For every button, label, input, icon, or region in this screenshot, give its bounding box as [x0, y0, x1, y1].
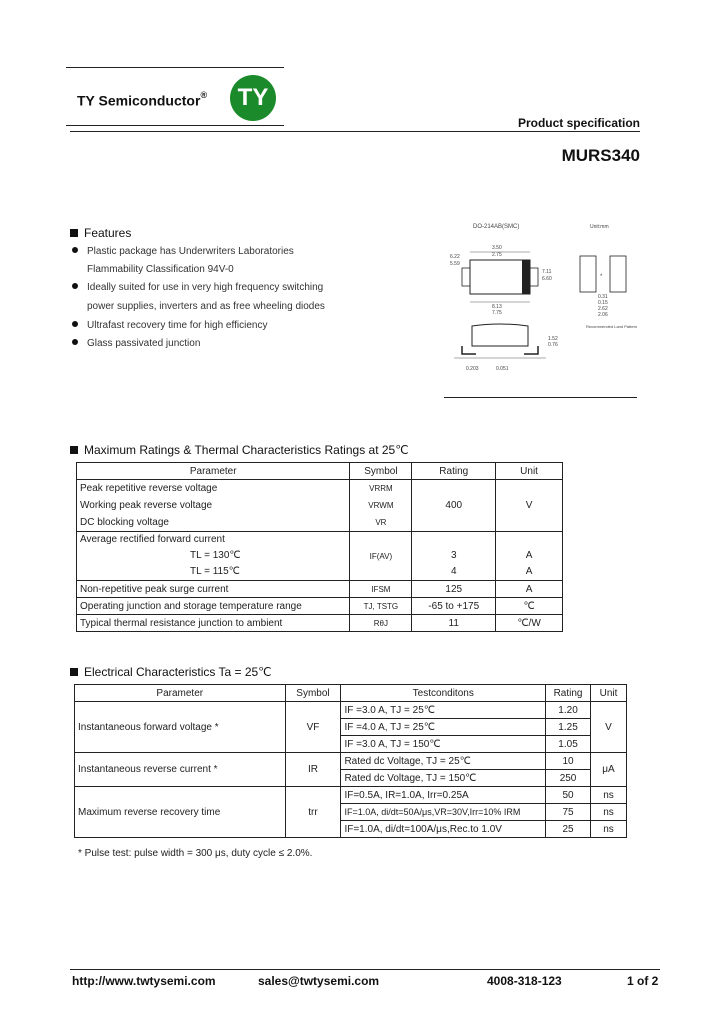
condition-cell: IF =3.0 A, TJ = 150℃	[341, 736, 546, 753]
dim-label: 2.06	[598, 312, 608, 318]
symbol-cell: TJ, TSTG	[350, 598, 412, 615]
rating-cell: 1.25	[546, 719, 591, 736]
dim-label: 0.051	[496, 366, 509, 372]
rating-cell: 50	[546, 787, 591, 804]
rating-cell: 125	[412, 581, 496, 598]
package-outline-drawing	[440, 218, 640, 383]
symbol-cell: VF	[285, 702, 341, 753]
company-name: TY Semiconductor®	[77, 90, 208, 109]
page-number: 1 of 2	[627, 974, 659, 988]
dim-label: 5.59	[450, 261, 460, 267]
symbol-cell: IF(AV)	[350, 532, 412, 581]
param-cell: Non-repetitive peak surge current	[77, 581, 350, 598]
unit-cell: ns	[591, 787, 627, 804]
unit-cell: ns	[591, 821, 627, 838]
symbol-cell: VRRM VRWM VR	[350, 480, 412, 532]
symbol-cell: trr	[285, 787, 341, 838]
header-cell: Symbol	[285, 685, 341, 702]
unit-cell: ns	[591, 804, 627, 821]
condition-cell: IF=0.5A, IR=1.0A, Irr=0.25A	[341, 787, 546, 804]
param-cell: Maximum reverse recovery time	[75, 787, 286, 838]
units-label: Unit:mm	[590, 224, 609, 230]
table-row	[77, 615, 563, 632]
dim-label: 7.75	[492, 310, 502, 316]
phone-number: 4008-318-123	[487, 974, 562, 988]
symbol-cell: IFSM	[350, 581, 412, 598]
table-header-row	[75, 685, 627, 702]
dim-label: 8.13	[492, 304, 502, 310]
feature-item: Plastic package has Underwriters Laboratories	[72, 246, 294, 257]
table-row	[77, 581, 563, 598]
part-number: MURS340	[561, 146, 640, 165]
dim-label: 7.11	[542, 269, 552, 275]
land-pattern-note: Recommended Land Pattern	[586, 324, 638, 329]
param-cell: Average rectified forward current TL = 130℃ TL = 115℃	[77, 532, 350, 581]
table-row	[75, 753, 627, 770]
unit-cell: V	[496, 480, 563, 532]
table-row	[77, 532, 563, 581]
rating-cell: 75	[546, 804, 591, 821]
table-row	[75, 787, 627, 804]
symbol-cell: RθJ	[350, 615, 412, 632]
param-cell: Peak repetitive reverse voltage Working peak reverse voltage DC blocking voltage	[77, 480, 350, 532]
table-row	[75, 702, 627, 719]
rating-cell: 1.20	[546, 702, 591, 719]
dim-label: 0.76	[548, 342, 558, 348]
product-spec-label: Product specification	[517, 116, 640, 130]
header-cell: Unit	[591, 685, 627, 702]
unit-cell: ℃	[496, 598, 563, 615]
company-logo: TY	[230, 75, 276, 121]
rating-cell: 11	[412, 615, 496, 632]
dim-label: 1.52	[548, 336, 558, 342]
unit-cell: μA	[591, 753, 627, 787]
header-cell: Parameter	[77, 463, 350, 480]
rating-cell: 3 4	[412, 532, 496, 581]
electrical-heading: Electrical Characteristics Ta = 25℃	[70, 665, 272, 679]
feature-item-cont: Flammability Classification 94V-0	[87, 264, 234, 275]
header-cell: Testconditons	[341, 685, 546, 702]
table-header-row	[77, 463, 563, 480]
rating-cell: 250	[546, 770, 591, 787]
rating-cell: 25	[546, 821, 591, 838]
feature-item-cont: power supplies, inverters and as free wheeling diodes	[87, 301, 325, 312]
electrical-table	[74, 684, 627, 838]
header-cell: Rating	[546, 685, 591, 702]
max-ratings-table	[76, 462, 563, 632]
rating-cell: 10	[546, 753, 591, 770]
dim-label: 2.75	[492, 252, 502, 258]
condition-cell: Rated dc Voltage, TJ = 150℃	[341, 770, 546, 787]
feature-item: Glass passivated junction	[72, 338, 200, 349]
unit-cell: ℃/W	[496, 615, 563, 632]
header-cell: Parameter	[75, 685, 286, 702]
condition-cell: IF =3.0 A, TJ = 25℃	[341, 702, 546, 719]
dim-label: 6.22	[450, 254, 460, 260]
feature-item: Ideally suited for use in very high frequency switching	[72, 282, 323, 293]
max-ratings-heading: Maximum Ratings & Thermal Characteristics Ratings at 25℃	[70, 443, 409, 457]
header-cell: Unit	[496, 463, 563, 480]
rating-cell: -65 to +175	[412, 598, 496, 615]
table-row	[77, 598, 563, 615]
website-link[interactable]: http://www.twtysemi.com	[72, 974, 216, 988]
symbol-cell: IR	[285, 753, 341, 787]
footnote: * Pulse test: pulse width = 300 μs, duty cycle ≤ 2.0%.	[78, 848, 313, 859]
dim-label: 3.50	[492, 245, 502, 251]
table-row	[77, 480, 563, 532]
dim-label: 0.15	[598, 300, 608, 306]
package-name: DO-214AB(SMC)	[473, 224, 520, 230]
condition-cell: Rated dc Voltage, TJ = 25℃	[341, 753, 546, 770]
dim-label: 6.60	[542, 276, 552, 282]
rating-cell: 1.05	[546, 736, 591, 753]
rating-cell: 400	[412, 480, 496, 532]
svg-text:*: *	[600, 274, 603, 280]
feature-item: Ultrafast recovery time for high efficiency	[72, 320, 267, 331]
param-cell: Operating junction and storage temperature range	[77, 598, 350, 615]
dim-label: 0.31	[598, 294, 608, 300]
header-cell: Rating	[412, 463, 496, 480]
param-cell: Instantaneous forward voltage *	[75, 702, 286, 753]
param-cell: Typical thermal resistance junction to ambient	[77, 615, 350, 632]
unit-cell: A A	[496, 532, 563, 581]
unit-cell: A	[496, 581, 563, 598]
header-cell: Symbol	[350, 463, 412, 480]
param-cell: Instantaneous reverse current *	[75, 753, 286, 787]
features-heading: Features	[70, 226, 131, 240]
dim-label: 2.62	[598, 306, 608, 312]
condition-cell: IF =4.0 A, TJ = 25℃	[341, 719, 546, 736]
condition-cell: IF=1.0A, di/dt=100A/μs,Rec.to 1.0V	[341, 821, 546, 838]
dim-label: 0.203	[466, 366, 479, 372]
email-link[interactable]: sales@twtysemi.com	[258, 974, 380, 988]
unit-cell: V	[591, 702, 627, 753]
condition-cell: IF=1.0A, di/dt=50A/μs,VR=30V,Irr=10% IRM	[341, 804, 546, 821]
